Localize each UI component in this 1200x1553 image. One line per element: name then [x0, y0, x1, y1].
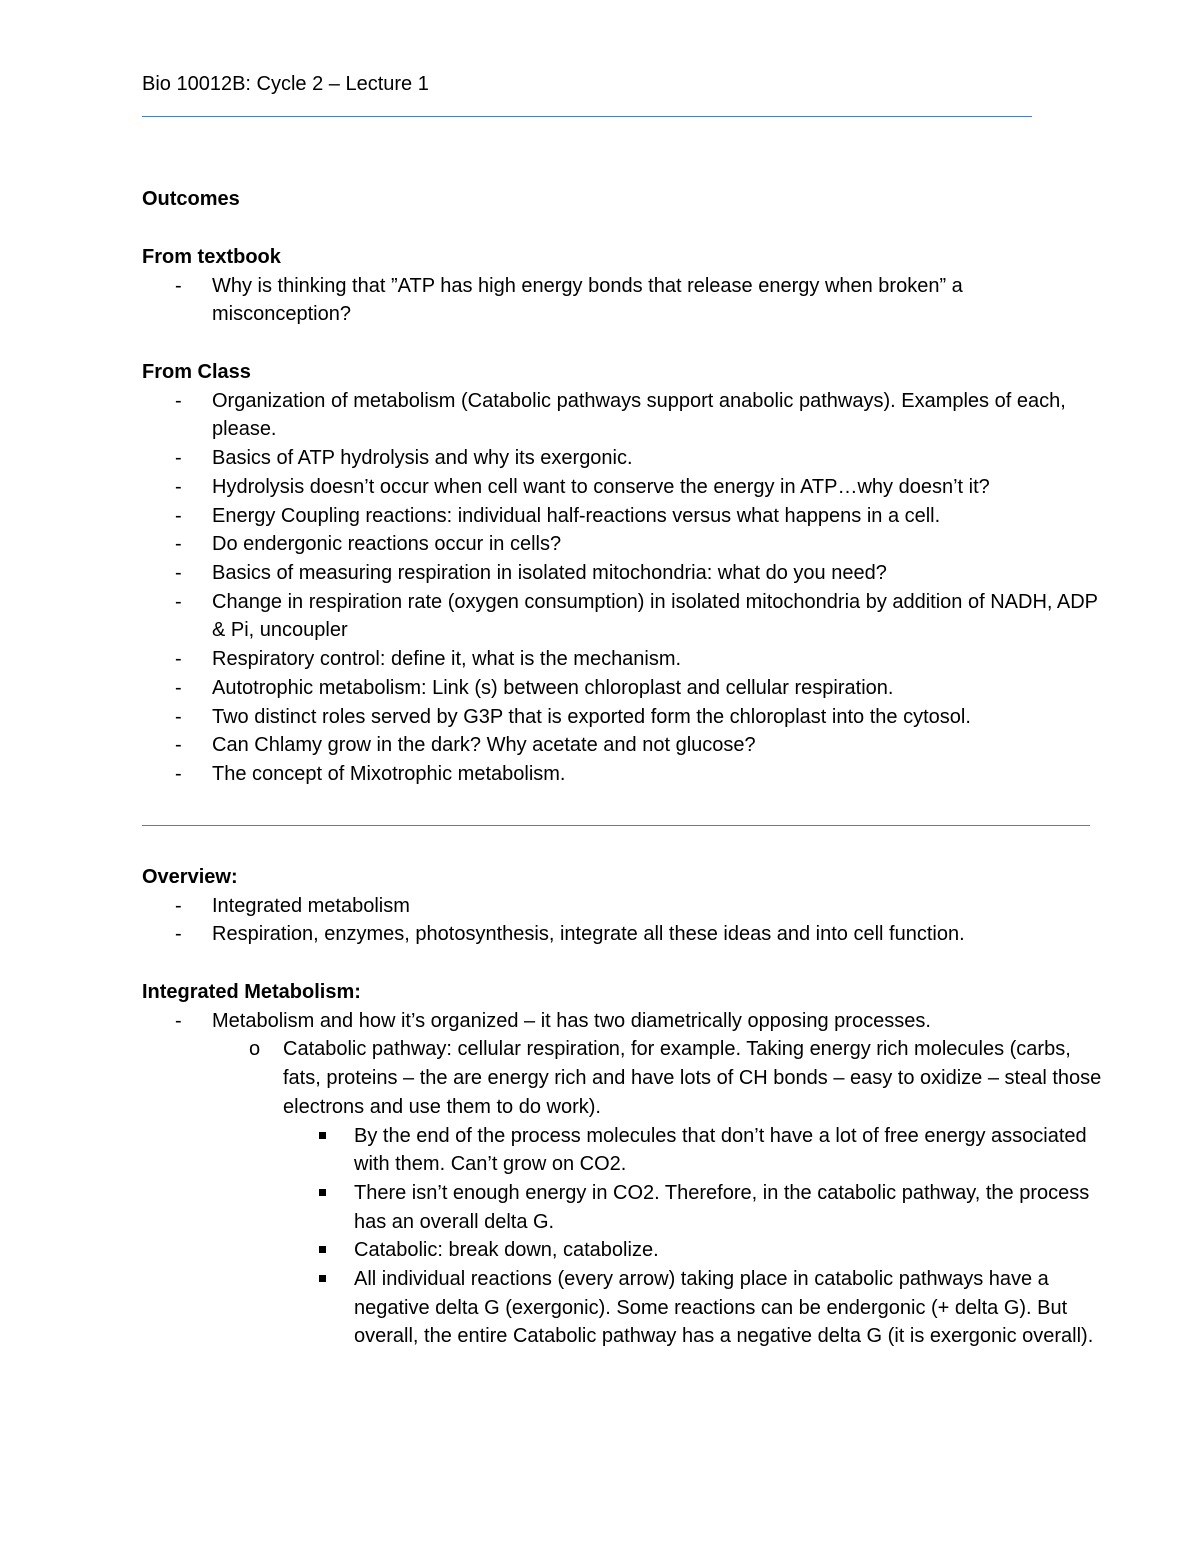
square-bullet-icon	[319, 1189, 326, 1196]
integrated-list	[142, 1007, 1102, 1351]
list-item: - Autotrophic metabolism: Link (s) between chloroplast and cellular respiration.	[175, 676, 894, 699]
bullet-item: Catabolic: break down, catabolize.	[283, 1236, 1102, 1265]
document-page	[142, 68, 1102, 1351]
document-title: Bio 10012B: Cycle 2 – Lecture 1	[142, 73, 429, 95]
list-item: - Why is thinking that ”ATP has high energy bonds that release energy when broken” a misconception?	[175, 274, 963, 326]
bullet-item: By the end of the process molecules that don’t have a lot of free energy associated with them. Can’t grow on CO2.	[283, 1122, 1102, 1179]
list-item: - Basics of ATP hydrolysis and why its exergonic.	[175, 447, 633, 470]
list-item: - Respiratory control: define it, what is the mechanism.	[175, 648, 682, 671]
overview-list	[142, 892, 1102, 949]
overview-heading: Overview:	[142, 865, 238, 888]
textbook-heading: From textbook	[142, 245, 281, 268]
list-item: - Basics of measuring respiration in isolated mitochondria: what do you need?	[175, 562, 887, 584]
list-item: - Respiration, enzymes, photosynthesis, integrate all these ideas and into cell function.	[175, 923, 965, 946]
list-item: - Two distinct roles served by G3P that is exported form the chloroplast into the cytosol.	[175, 705, 971, 728]
header-rule	[142, 116, 1032, 117]
outcomes-heading: Outcomes	[142, 188, 240, 210]
list-item: - Energy Coupling reactions: individual half-reactions versus what happens in a cell.	[175, 504, 941, 527]
list-item: - Can Chlamy grow in the dark? Why acetate and not glucose?	[175, 734, 756, 757]
square-bullet-icon	[319, 1246, 326, 1253]
bullet-item: All individual reactions (every arrow) taking place in catabolic pathways have a negative delta G (exergonic). Some reactions can be endergonic (+ delta G). But overall, the entire Catabolic pathway has a negative delta G (it is exergonic overall).	[283, 1265, 1102, 1351]
class-heading: From Class	[142, 360, 251, 383]
list-item: - Change in respiration rate (oxygen consumption) in isolated mitochondria by addition of NADH, ADP & Pi, uncoupler	[175, 590, 1098, 642]
bullet-list	[283, 1122, 1102, 1352]
sub-list-item: o Catabolic pathway: cellular respiration, for example. Taking energy rich molecules (carbs, fats, proteins – the are energy rich and have lots of CH bonds – easy to oxidize – steal those electrons and use them to do work). By the end of the process molecules that don’t have a lot of free energy associated with them. Can’t grow on CO2. There isn’t enough energy in CO2. Therefore, in the catabolic pathway, the process has an overall delta G. Catabolic: break down, catabolize. All individual reactions (every arrow) taking place in catabolic pathways have a negative delta G (exergonic). Some reactions can be endergonic (+ delta G). But overall, the entire Catabolic pathway has a negative delta G (it is exergonic overall).	[212, 1035, 1102, 1351]
list-item: - Metabolism and how it’s organized – it has two diametrically opposing processes. o Catabolic pathway: cellular respiration, for example. Taking energy rich molecules (carbs, fats, proteins – the are energy rich and have lots of CH bonds – easy to oxidize – steal those electrons and use them to do work). By the end of the process molecules that don’t have a lot of free energy associated with them. Can’t grow on CO2. There isn’t enough energy in CO2. Therefore, in the catabolic pathway, the process has an overall delta G. Catabolic: break down, catabolize. All individual reactions (every arrow) taking place in catabolic pathways have a negative delta G (exergonic). Some reactions can be endergonic (+ delta G). But overall, the entire Catabolic pathway has a negative delta G (it is exergonic overall).	[142, 1007, 1102, 1351]
square-bullet-icon	[319, 1275, 326, 1282]
list-item: - Organization of metabolism (Catabolic pathways support anabolic pathways). Examples of each, please.	[175, 389, 1066, 441]
list-item: - Hydrolysis doesn’t occur when cell want to conserve the energy in ATP…why doesn’t it?	[175, 475, 990, 498]
square-bullet-icon	[319, 1132, 326, 1139]
textbook-list	[142, 272, 1102, 329]
list-item: - The concept of Mixotrophic metabolism.	[175, 762, 566, 785]
class-list	[142, 387, 1102, 789]
section-rule	[142, 825, 1090, 826]
integrated-heading: Integrated Metabolism:	[142, 980, 361, 1003]
sub-list	[212, 1035, 1102, 1351]
list-item: - Do endergonic reactions occur in cells?	[175, 533, 562, 556]
bullet-item: There isn’t enough energy in CO2. Therefore, in the catabolic pathway, the process has an overall delta G.	[283, 1179, 1102, 1236]
list-item: - Integrated metabolism	[175, 894, 410, 917]
